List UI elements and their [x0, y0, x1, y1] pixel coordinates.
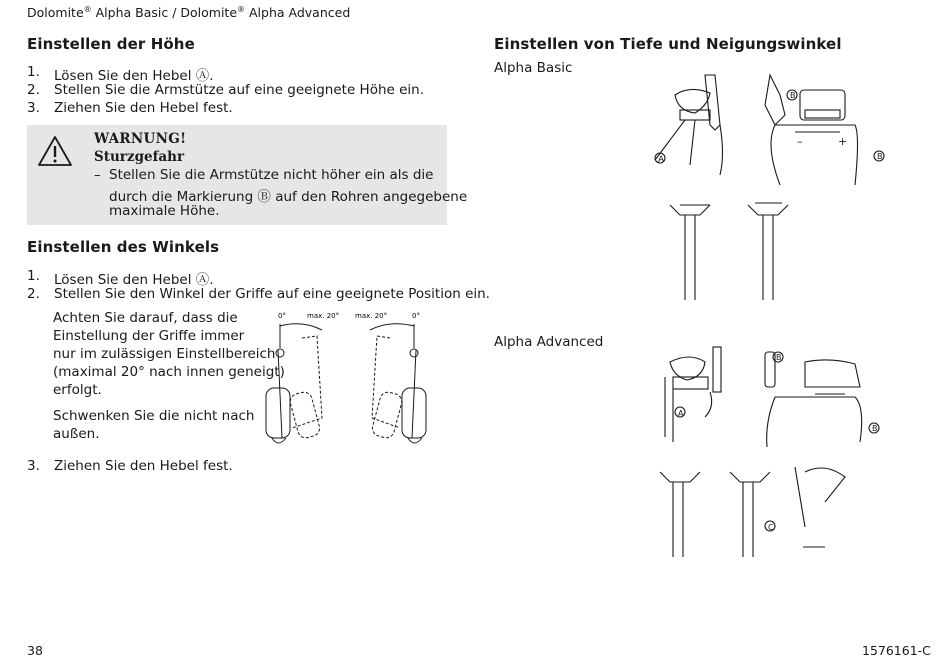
warning-triangle-icon — [37, 135, 73, 167]
page-number: 38 — [27, 643, 43, 657]
warning-title: WARNUNG! — [94, 131, 187, 147]
step-text: Ziehen Sie den Hebel fest. — [54, 458, 233, 474]
header-brand-1: Dolomite — [27, 5, 84, 21]
note-line: erfolgt. — [53, 382, 102, 398]
callout-b-adv-side: B — [872, 424, 878, 433]
step-text: Lösen Sie den Hebel Ⓐ. — [54, 68, 214, 84]
plus-sign: + — [838, 135, 848, 148]
angle-note — [53, 309, 285, 399]
registered-mark-2: ® — [237, 5, 246, 14]
document-code: 1576161-C — [862, 643, 931, 657]
angle-label-right-max: max. 20° — [355, 312, 388, 320]
warning-subtitle: Sturzgefahr — [94, 149, 185, 165]
callout-a: A — [658, 155, 665, 165]
section-depth-title: Einstellen von Tiefe und Neigungswinkel — [494, 35, 842, 53]
callout-b-adv-top: B — [776, 353, 782, 362]
callout-b-top: B — [790, 91, 796, 100]
alpha-basic-label: Alpha Basic — [494, 60, 573, 76]
warning-line-1: Stellen Sie die Armstütze nicht höher ein als die — [109, 167, 434, 183]
angle-label-right-zero: 0° — [412, 312, 420, 320]
step-number: 1. — [27, 268, 40, 284]
alpha-advanced-label: Alpha Advanced — [494, 334, 604, 350]
alpha-advanced-illustration — [655, 342, 895, 567]
step-number: 3. — [27, 458, 40, 474]
step-text: Stellen Sie die Armstütze auf eine geeignete Höhe ein. — [54, 82, 425, 98]
header-model-1: Alpha Basic / — [91, 5, 181, 21]
section-height-title: Einstellen der Höhe — [27, 35, 195, 53]
step-text: Ziehen Sie den Hebel fest. — [54, 100, 233, 116]
header-brand-2: Dolomite — [180, 5, 238, 21]
running-header — [27, 5, 350, 20]
warning-line-2: durch die Markierung Ⓑ auf den Rohren angegebene — [109, 189, 468, 205]
note-line: Achten Sie darauf, dass die — [53, 310, 238, 326]
note-line: Schwenken Sie die nicht nach — [53, 408, 255, 424]
note-line: nur im zulässigen Einstellbereich — [53, 346, 276, 362]
registered-mark-1: ® — [83, 5, 92, 14]
warning-box — [27, 125, 468, 225]
step-text: Lösen Sie den Hebel Ⓐ. — [54, 272, 214, 288]
header-model-2: Alpha Advanced — [245, 5, 351, 21]
section-angle-title: Einstellen des Winkels — [27, 238, 220, 256]
note-line: außen. — [53, 426, 100, 442]
step-number: 2. — [27, 82, 40, 98]
warning-dash: – — [94, 167, 101, 183]
step-number: 3. — [27, 100, 40, 116]
grip-angle-illustration — [262, 308, 442, 453]
warning-line-3: maximale Höhe. — [109, 203, 220, 219]
callout-a-adv: A — [678, 409, 684, 418]
angle-label-left-zero: 0° — [278, 312, 286, 320]
step-number: 1. — [27, 64, 40, 80]
angle-label-left-max: max. 20° — [307, 312, 340, 320]
note-line: Einstellung der Griffe immer — [53, 328, 245, 344]
note-line: (maximal 20° nach innen geneigt) — [53, 364, 285, 380]
callout-b-side: B — [877, 152, 883, 161]
alpha-basic-illustration — [640, 65, 890, 310]
angle-note-2 — [53, 407, 254, 443]
step-number: 2. — [27, 286, 40, 302]
callout-c: C — [768, 523, 774, 532]
step-text: Stellen Sie den Winkel der Griffe auf eine geeignete Position ein. — [54, 286, 490, 302]
minus-sign: – — [797, 135, 803, 148]
